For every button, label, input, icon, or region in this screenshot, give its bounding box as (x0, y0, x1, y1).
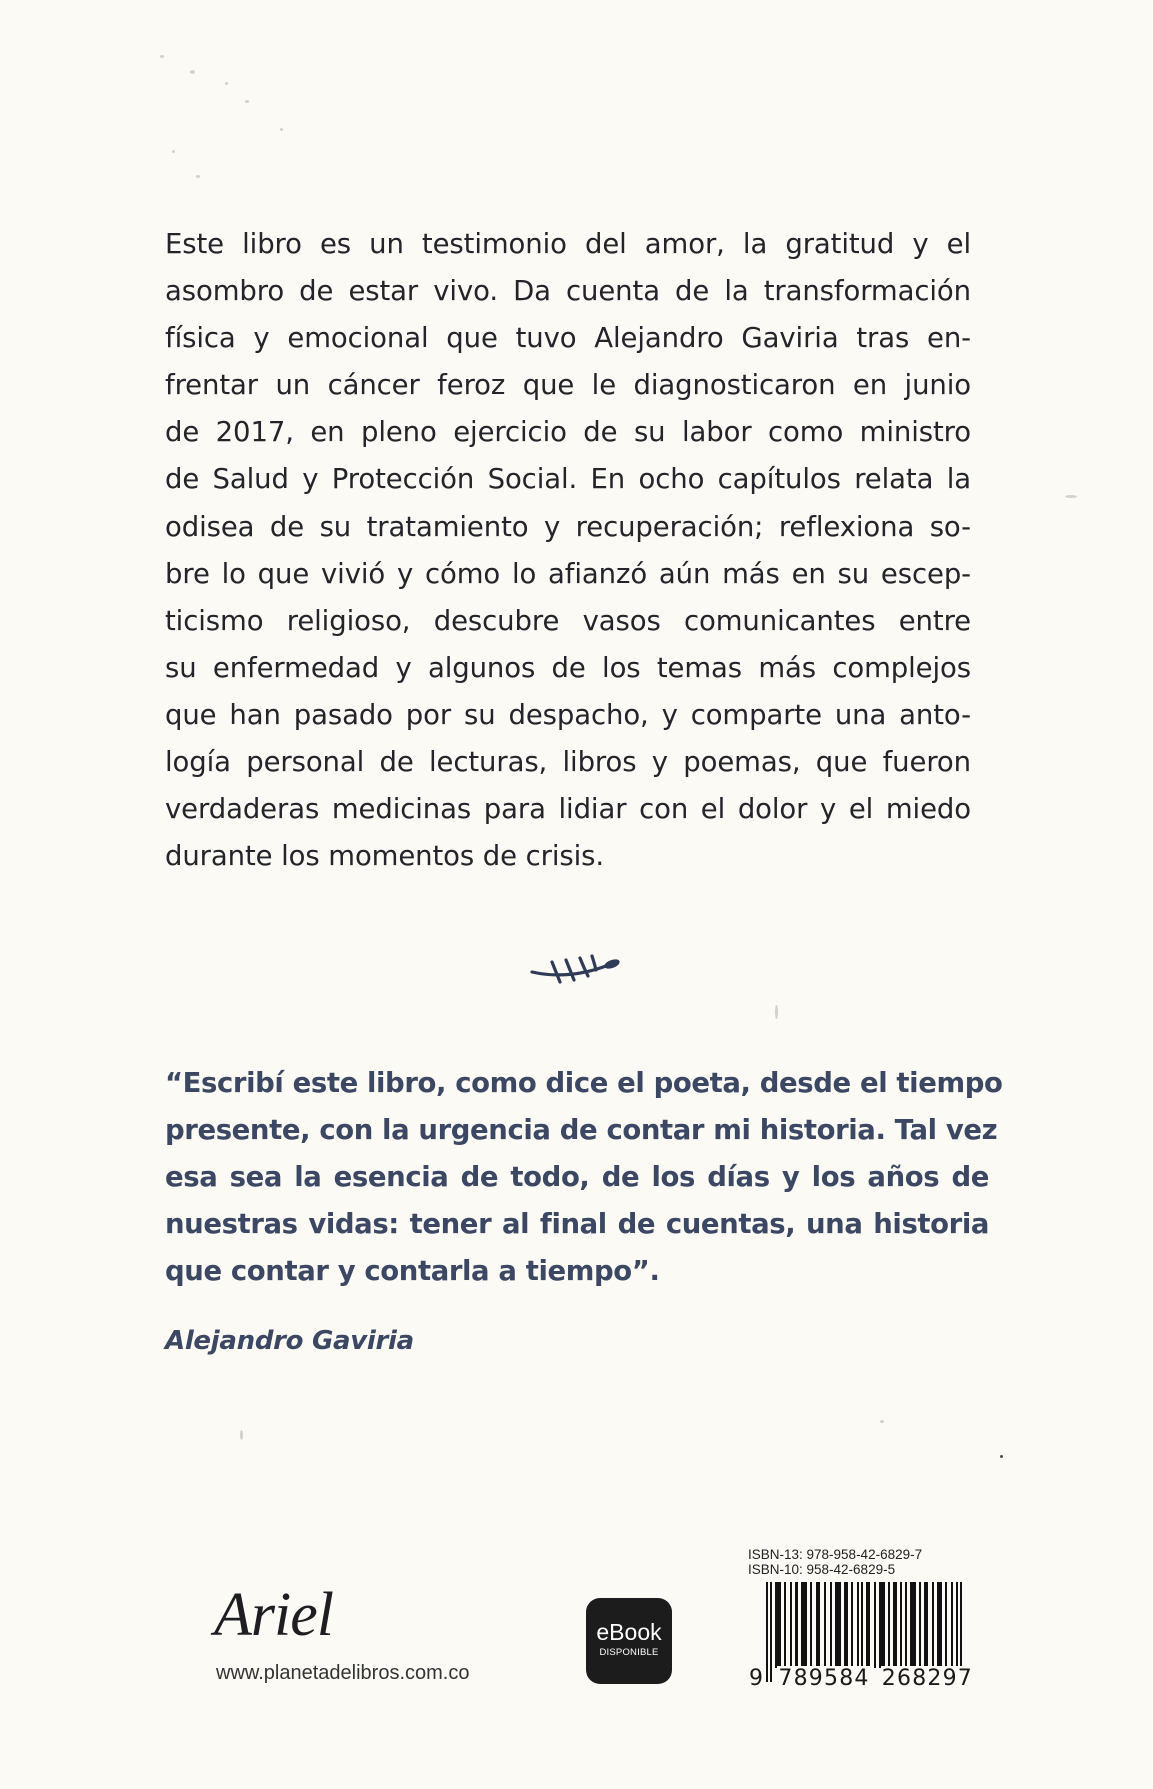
synopsis-line: ticismo religioso, descubre vasos comunicantes entre (165, 604, 971, 637)
ebook-badge-subtitle: DISPONIBLE (599, 1647, 659, 1658)
ebook-badge-title: eBook (596, 1619, 662, 1645)
barcode (748, 1582, 988, 1690)
synopsis-line: física y emocional que tuvo Alejandro Gaviria tras en- (165, 322, 971, 355)
isbn-13: ISBN-13: 978-958-42-6829-7 (748, 1547, 923, 1562)
synopsis-line: de 2017, en pleno ejercicio de su labor como ministro (165, 416, 971, 449)
quote-line: que contar y contarla a tiempo”. (165, 1255, 660, 1288)
synopsis-line: de Salud y Protección Social. En ocho capítulos relata la (165, 463, 971, 496)
ebook-available-badge (586, 1598, 672, 1684)
quote-line: nuestras vidas: tener al final de cuentas, una historia (165, 1208, 989, 1241)
sprig-icon (528, 950, 624, 990)
synopsis-line: logía personal de lecturas, libros y poemas, que fueron (165, 746, 971, 779)
publisher-logo: Ariel (214, 1581, 333, 1649)
synopsis-line: Este libro es un testimonio del amor, la gratitud y el (165, 228, 971, 260)
author-quote (165, 1060, 1003, 1295)
synopsis-line: frentar un cáncer feroz que le diagnosticaron en junio (165, 369, 971, 402)
synopsis-line: odisea de su tratamiento y recuperación; reflexiona so- (165, 510, 971, 543)
barcode-left-digits: 789584 (778, 1666, 870, 1691)
synopsis-line: asombro de estar vivo. Da cuenta de la transformación (165, 275, 971, 308)
quote-line: esa sea la esencia de todo, de los días y los años de (165, 1161, 989, 1194)
synopsis-line: bre lo que vivió y cómo lo afianzó aún más en su escep- (165, 557, 971, 590)
book-synopsis (165, 221, 971, 880)
publisher-url: www.planetadelibros.com.co (216, 1662, 470, 1684)
barcode-first-digit: 9 (749, 1666, 765, 1691)
synopsis-line: durante los momentos de crisis. (165, 840, 604, 873)
quote-line: presente, con la urgencia de contar mi historia. Tal vez (165, 1114, 998, 1147)
synopsis-line: su enfermedad y algunos de los temas más complejos (165, 651, 971, 684)
isbn-block (748, 1547, 988, 1690)
synopsis-line: que han pasado por su despacho, y comparte una anto- (165, 698, 971, 731)
barcode-digits (748, 1666, 988, 1691)
quote-attribution: Alejandro Gaviria (165, 1326, 414, 1356)
quote-line: “Escribí este libro, como dice el poeta, desde el tiempo (165, 1067, 1003, 1099)
barcode-right-digits: 268297 (881, 1666, 973, 1691)
synopsis-line: verdaderas medicinas para lidiar con el dolor y el miedo (165, 793, 971, 826)
isbn-10: ISBN-10: 958-42-6829-5 (748, 1562, 896, 1577)
